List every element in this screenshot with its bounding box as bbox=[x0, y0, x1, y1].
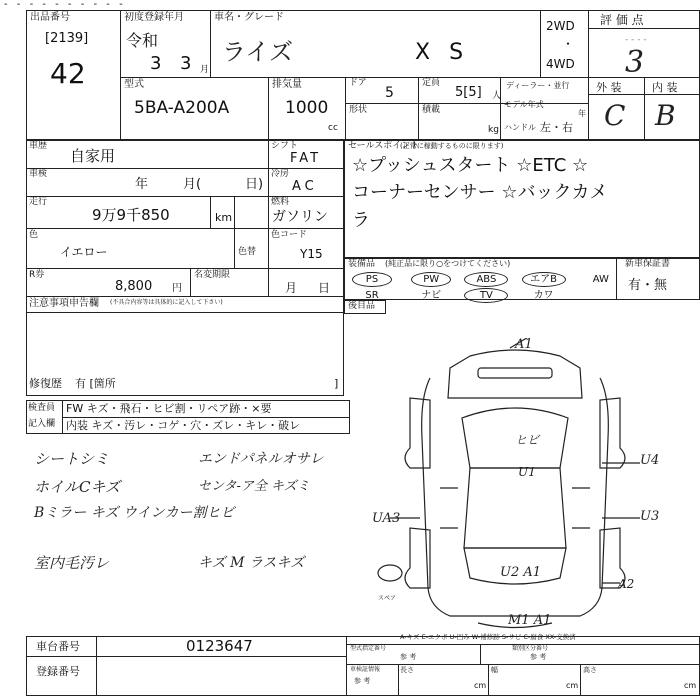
dealer-label: ディーラー・並行 bbox=[506, 81, 570, 90]
warranty-value: 有・無 bbox=[628, 278, 668, 293]
chassis-label: 車台番号 bbox=[36, 640, 80, 653]
caution-label: 注意事項申告欄 bbox=[29, 298, 99, 309]
width-unit: cm bbox=[566, 681, 579, 690]
header-frame bbox=[26, 10, 700, 140]
displacement-unit: cc bbox=[328, 123, 338, 133]
note-endpanel: エンドパネルオサレ bbox=[198, 451, 324, 467]
car-grade: X S bbox=[415, 40, 470, 65]
width-label: 幅 bbox=[491, 666, 498, 674]
shape-label: 形状 bbox=[349, 105, 368, 115]
mark-u4: U4 bbox=[640, 453, 660, 468]
height-unit: cm bbox=[684, 681, 697, 690]
exterior-label: 外 装 bbox=[596, 81, 622, 94]
mark-ua3: UA3 bbox=[372, 511, 401, 526]
mark-ua1: U2 A1 bbox=[500, 565, 542, 580]
mark-u3: U3 bbox=[640, 509, 660, 524]
shift-value: FAT bbox=[290, 151, 322, 166]
top-marks: - - - - - - - - - - bbox=[4, 0, 126, 10]
history-value: 自家用 bbox=[70, 147, 116, 165]
equip-abs: ABS bbox=[464, 272, 508, 287]
recycle-value: 8,800 bbox=[115, 279, 153, 294]
mark-bottom: M1 A1 bbox=[508, 613, 552, 628]
grade-score: 3 bbox=[625, 45, 645, 80]
selling-note: (正常に稼動するものに限ります) bbox=[400, 142, 504, 150]
lot-label: 出品番号 bbox=[30, 12, 70, 23]
first-reg-era: 令和 bbox=[126, 31, 159, 50]
ref-3: 参 考 bbox=[354, 677, 371, 685]
handle-label: ハンドル bbox=[504, 123, 536, 132]
interior-label: 内 装 bbox=[652, 81, 678, 94]
equipment-row1 bbox=[352, 272, 609, 287]
recycle-label: R券 bbox=[29, 270, 45, 280]
mileage-unit: km bbox=[215, 211, 233, 224]
ref-1: 参 考 bbox=[400, 653, 417, 661]
chassis-value: 0123647 bbox=[186, 637, 253, 655]
first-reg-month-unit: 月 bbox=[200, 65, 210, 75]
drive-2wd: 2WD bbox=[546, 19, 575, 33]
mark-u1: U1 bbox=[518, 465, 536, 479]
class-number-label: 類別区分番号 bbox=[512, 645, 549, 652]
rear-seat-label: 後目品 bbox=[348, 301, 376, 311]
mark-hood: ヒビ bbox=[515, 433, 540, 447]
car-name: ライズ bbox=[222, 38, 294, 66]
color-label: 色 bbox=[29, 230, 39, 240]
cooler-value: AC bbox=[292, 179, 318, 194]
drive-4wd: 4WD bbox=[546, 57, 575, 71]
mark-a2: A2 bbox=[618, 577, 635, 591]
expiry-day: 日 bbox=[318, 281, 331, 295]
equip-aw: AW bbox=[592, 274, 609, 285]
repair-close: ] bbox=[334, 377, 339, 390]
equip-leather: カワ bbox=[533, 290, 554, 301]
first-reg-year: 3 bbox=[150, 53, 162, 74]
expiry-month: 月 bbox=[285, 281, 298, 295]
note-seat: シートシミ bbox=[34, 450, 110, 468]
inspection-day: 日) bbox=[245, 177, 264, 192]
length-label: 長さ bbox=[400, 666, 414, 674]
mark-top: A1 bbox=[515, 337, 533, 352]
history-label: 車歴 bbox=[29, 141, 48, 151]
equip-ps: PS bbox=[352, 272, 392, 287]
warranty-label: 新車保証書 bbox=[625, 259, 671, 269]
model-designation-label: 型式指定番号 bbox=[350, 645, 387, 652]
displacement-value: 1000 bbox=[285, 98, 329, 118]
cooler-label: 冷房 bbox=[271, 169, 290, 179]
color-code-label: 色コード bbox=[271, 230, 308, 240]
doors-label: ドア bbox=[349, 78, 367, 88]
note-center: センタ-ア全 キズミ bbox=[198, 479, 310, 494]
note-mirror: Bミラー キズ ウインカー割ヒビ bbox=[34, 505, 235, 521]
load-label: 積載 bbox=[422, 105, 441, 115]
equip-sr: SR bbox=[365, 290, 379, 301]
reg-no-label: 登録番号 bbox=[36, 665, 80, 678]
interior-grade: B bbox=[655, 99, 676, 132]
model-value: 5BA-A200A bbox=[134, 98, 230, 118]
mark-spare: スペア bbox=[378, 595, 397, 602]
recycle-unit: 円 bbox=[172, 283, 182, 294]
first-reg-label: 初度登録年月 bbox=[124, 12, 184, 23]
selling-line1: ☆プッシュスタート ☆ETC ☆ bbox=[352, 155, 589, 176]
equip-navi: ナビ bbox=[421, 290, 442, 301]
selling-label: セールスポイント bbox=[348, 141, 420, 151]
doors-value: 5 bbox=[385, 85, 394, 101]
equip-airbag: エアB bbox=[522, 272, 566, 287]
car-diagram bbox=[370, 338, 660, 638]
car-label: 車名・グレード bbox=[214, 12, 284, 23]
capacity-value: 5[5] bbox=[455, 85, 482, 100]
first-reg-month: 3 bbox=[180, 53, 192, 74]
length-unit: cm bbox=[474, 681, 487, 690]
expiry-label: 名変期限 bbox=[194, 270, 231, 280]
capacity-label: 定員 bbox=[422, 78, 441, 88]
equip-pw: PW bbox=[411, 272, 451, 287]
selling-line3: ラ bbox=[352, 210, 370, 231]
grade-label: 評 価 点 bbox=[600, 13, 644, 27]
shift-label: シフト bbox=[271, 141, 299, 151]
note-interior: 室内毛汚レ bbox=[34, 554, 110, 572]
legend: A-キズ E-エクボ U-凹み W-補修跡 S-サビ C-腐食 XX-交換済 bbox=[400, 633, 576, 641]
mileage-label: 走行 bbox=[29, 197, 48, 207]
capacity-unit: 人 bbox=[492, 91, 502, 101]
inspector-row2: 内装 キズ・汚レ・コゲ・穴・ズレ・キレ・破レ bbox=[66, 419, 301, 432]
displacement-label: 排気量 bbox=[272, 79, 302, 90]
load-unit: kg bbox=[488, 125, 499, 135]
equipment-label: 装備品 bbox=[348, 259, 376, 269]
lot-id: [2139] bbox=[45, 31, 89, 46]
inspector-label1: 検査員 bbox=[28, 403, 56, 413]
note-scratch: キズ M ラスキズ bbox=[198, 555, 305, 571]
repair-value: 有 [箇所 bbox=[75, 377, 116, 390]
repair-label: 修復歴 bbox=[29, 377, 62, 390]
year-unit: 年 bbox=[578, 109, 586, 118]
drive-dot: ・ bbox=[562, 37, 575, 51]
color-code: Y15 bbox=[300, 247, 323, 261]
ref-2: 参 考 bbox=[530, 653, 547, 661]
handle-value: 左・右 bbox=[540, 121, 573, 134]
inspection-label: 車検 bbox=[29, 169, 48, 179]
inspector-label2: 記入欄 bbox=[28, 419, 56, 429]
model-label: 型式 bbox=[124, 79, 144, 90]
model-year-label: モデル年式 bbox=[504, 100, 544, 109]
note-wheel: ホイルCキズ bbox=[34, 478, 121, 496]
inspection-month: 月( bbox=[183, 177, 202, 192]
fuel-value: ガソリン bbox=[272, 209, 328, 225]
cert-label: 車検証情報 bbox=[350, 666, 381, 673]
color-value: イエロー bbox=[60, 245, 108, 259]
equip-tv: TV bbox=[464, 288, 508, 303]
selling-line2: コーナーセンサー ☆バックカメ bbox=[352, 182, 608, 203]
caution-note: (不具合内容等は具体的に記入して下さい) bbox=[110, 299, 223, 306]
inspector-row1: FW キズ・飛石・ヒビ割・リペア跡・×要 bbox=[66, 402, 272, 415]
exterior-grade: C bbox=[604, 99, 626, 132]
fuel-label: 燃料 bbox=[271, 197, 290, 207]
inspection-year: 年 bbox=[135, 177, 149, 192]
lot-number: 42 bbox=[50, 57, 86, 90]
height-label: 高さ bbox=[583, 666, 597, 674]
color-change-label: 色替 bbox=[238, 247, 257, 257]
mileage-value: 9万9千850 bbox=[92, 206, 170, 224]
equipment-note: (純正品に限り○をつけてください) bbox=[385, 259, 511, 268]
